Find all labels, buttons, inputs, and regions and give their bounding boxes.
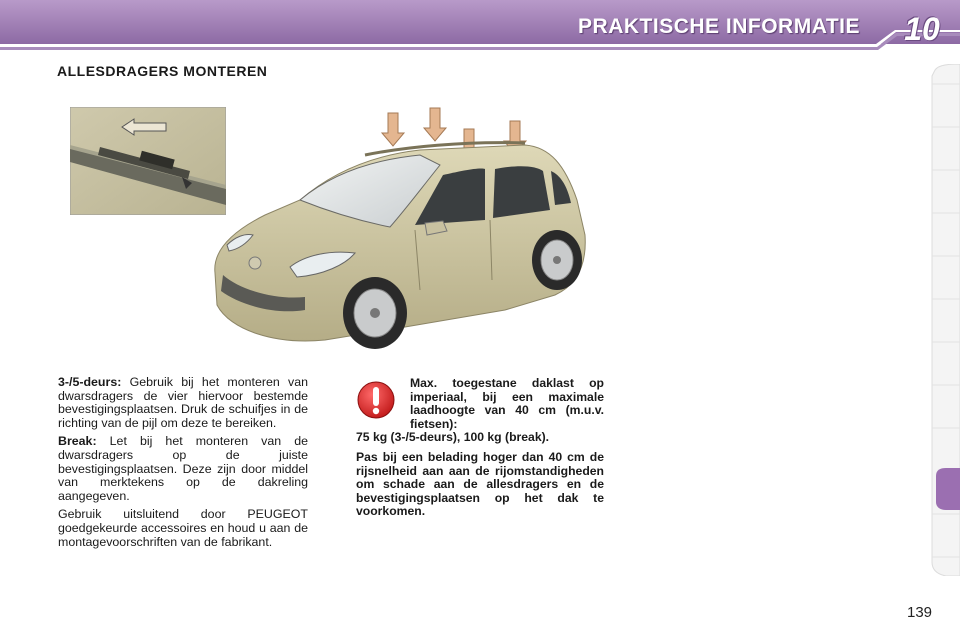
chapter-title: PRAKTISCHE INFORMATIE: [578, 15, 860, 38]
rear-wheel: [532, 230, 582, 290]
text-break: Let bij het monteren van de dwarsdragers op de juiste bevestigingsplaatsen. Deze zijn door middel van merktekens op de dakreling aangegeven.: [58, 434, 308, 503]
warning-roof-load-line1: Max. toegestane daklast op imperiaal, bij een maximale laadhoogte van 40 cm (m.u.v. fietsen):: [410, 376, 604, 431]
label-break: Break:: [58, 434, 97, 449]
paragraph-3-5-door: [58, 376, 308, 430]
car-roof-mounting-illustration: [205, 105, 600, 360]
label-3-5-door: 3-/5-deurs:: [58, 375, 122, 389]
text-3-5-door: Gebruik bij het monteren van dwarsdragers de vier hiervoor bestemde bevestigingsplaatsen. Druk de schuifjes in de richting van de pijl om deze te bereiken.: [58, 375, 308, 430]
warning-roof-load: [356, 377, 604, 445]
body-text-left: [58, 376, 308, 554]
page-number: 139: [907, 604, 933, 621]
paragraph-break: [58, 435, 308, 503]
front-wheel: [343, 277, 407, 349]
chapter-tab-rail: [924, 64, 960, 576]
warning-roof-load-line2: 75 kg (3-/5-deurs), 100 kg (break).: [356, 430, 550, 445]
active-chapter-tab[interactable]: [936, 468, 960, 510]
chapter-number: 10: [904, 11, 940, 47]
warning-text: [356, 377, 604, 525]
warning-speed-adjust: Pas bij een belading hoger dan 40 cm de rijsnelheid aan aan de rijomstandigheden om schade aan de allesdragers en de bevestigingsplaatsen op het dak te voorkomen.: [356, 449, 604, 519]
paragraph-accessories: Gebruik uitsluitend door PEUGEOT goedgekeurde accessoires en houd u aan de montagevoorschriften van de fabrikant.: [58, 507, 308, 549]
section-title: ALLESDRAGERS MONTEREN: [57, 63, 268, 79]
roof-rail-detail-image: [70, 107, 226, 215]
page-header: [0, 0, 960, 48]
